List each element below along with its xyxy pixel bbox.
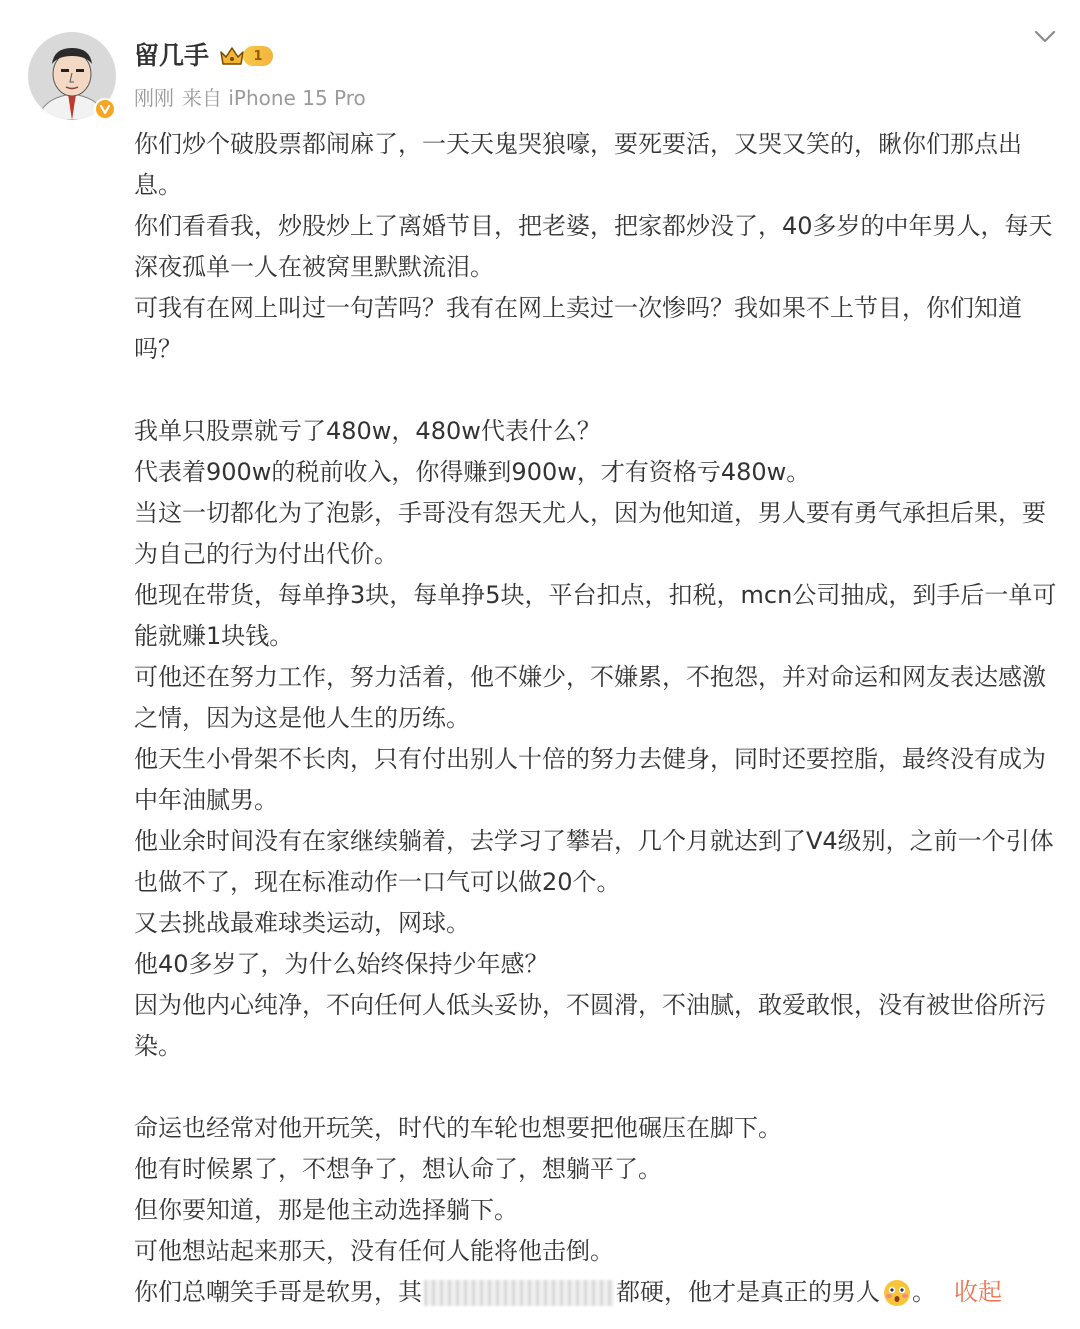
- collapse-button[interactable]: 收起: [954, 1278, 1002, 1306]
- post-paragraph: 但你要知道，那是他主动选择躺下。: [134, 1196, 518, 1224]
- post-paragraph: 当这一切都化为了泡影，手哥没有怨天尤人，因为他知道，男人要有勇气承担后果，要为自己的行为付出代价。: [134, 499, 1046, 568]
- vip-level: 1: [243, 46, 273, 66]
- post-paragraph: 他业余时间没有在家继续躺着，去学习了攀岩，几个月就达到了V4级别，之前一个引体也做不了，现在标准动作一口气可以做20个。: [134, 827, 1054, 896]
- post-paragraph: 可他想站起来那天，没有任何人能将他击倒。: [134, 1237, 614, 1265]
- crown-icon: [219, 44, 245, 68]
- paragraph-gap: [134, 1067, 1064, 1108]
- post-paragraph: 你们炒个破股票都闹麻了，一天天鬼哭狼嚎，要死要活，又哭又笑的，瞅你们那点出息。: [134, 130, 1022, 199]
- flushed-emoji-icon: [882, 1278, 912, 1308]
- post-paragraph: 代表着900w的税前收入，你得赚到900w，才有资格亏480w。: [134, 458, 811, 486]
- paragraph-gap: [134, 370, 1064, 411]
- username[interactable]: 留几手: [134, 41, 210, 70]
- vip-badge[interactable]: [219, 43, 273, 69]
- post-content: [134, 124, 1064, 1313]
- post-paragraph: 他有时候累了，不想争了，想认命了，想躺平了。: [134, 1155, 662, 1183]
- last-line-end: 都硬，他才是真正的男人: [616, 1278, 880, 1306]
- post-last-line: [134, 1272, 1064, 1313]
- verified-badge-icon: [94, 98, 116, 120]
- post-paragraph: 他天生小骨架不长肉，只有付出别人十倍的努力去健身，同时还要控脂，最终没有成为中年油腻男。: [134, 745, 1046, 814]
- post-paragraph: 命运也经常对他开玩笑，时代的车轮也想要把他碾压在脚下。: [134, 1114, 782, 1142]
- post-paragraph: 你们看看我，炒股炒上了离婚节目，把老婆，把家都炒没了，40多岁的中年男人，每天深夜孤单一人在被窝里默默流泪。: [134, 212, 1053, 281]
- post-paragraph: 可他还在努力工作，努力活着，他不嫌少，不嫌累，不抱怨，并对命运和网友表达感激之情，因为这是他人生的历练。: [134, 663, 1046, 732]
- last-line-start: 你们总嘲笑手哥是软男，其: [134, 1278, 422, 1306]
- post-paragraph: 他现在带货，每单挣3块，每单挣5块，平台扣点，扣税，mcn公司抽成，到手后一单可能就赚1块钱。: [134, 581, 1057, 650]
- post-time: 刚刚: [134, 86, 174, 110]
- post-paragraph: 他40多岁了，为什么始终保持少年感？: [134, 950, 549, 978]
- last-line-period: 。: [912, 1278, 936, 1306]
- chevron-down-icon: [1032, 26, 1058, 46]
- post-paragraph: 可我有在网上叫过一句苦吗？我有在网上卖过一次惨吗？我如果不上节目，你们知道吗？: [134, 294, 1022, 363]
- blurred-text: [424, 1280, 614, 1306]
- post-paragraph: 又去挑战最难球类运动，网球。: [134, 909, 470, 937]
- post-paragraph: 我单只股票就亏了480w，480w代表什么？: [134, 417, 601, 445]
- post-source[interactable]: 来自 iPhone 15 Pro: [182, 86, 366, 110]
- more-menu-button[interactable]: [1032, 26, 1058, 46]
- post-meta: [134, 84, 374, 112]
- post-paragraph: 因为他内心纯净，不向任何人低头妥协，不圆滑，不油腻，敢爱敢恨，没有被世俗所污染。: [134, 991, 1046, 1060]
